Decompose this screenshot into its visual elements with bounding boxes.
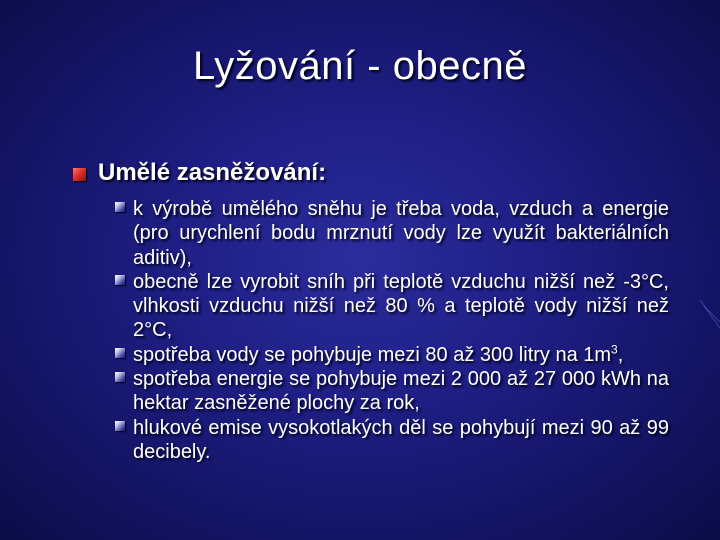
- list-item: [133, 197, 669, 270]
- level1-heading: Umělé zasněžování:: [98, 159, 327, 186]
- bullet-icon: [115, 372, 125, 382]
- bullet-icon: [115, 421, 125, 431]
- superscript: 3: [611, 342, 618, 357]
- list-item: [133, 416, 669, 465]
- level1-bullet-icon: [73, 168, 86, 181]
- list-item-text-end: ,: [617, 343, 624, 366]
- list-item-text: spotřeba vody se pohybuje mezi 80 až 300 litry na 1m: [133, 343, 612, 366]
- bullet-icon: [115, 348, 125, 358]
- list-item: [133, 367, 669, 416]
- list-item-text: k výrobě umělého sněhu je třeba voda, vzduch a energie (pro urychlení bodu mrznutí vody lze využít bakteriálních aditiv),: [133, 198, 669, 269]
- bullet-icon: [115, 202, 125, 212]
- list-item-text: spotřeba energie se pohybuje mezi 2 000 až 27 000 kWh na hektar zasněžené plochy za rok,: [133, 368, 669, 415]
- list-item: [133, 270, 669, 343]
- bullet-icon: [115, 275, 125, 285]
- slide-title: Lyžování - obecně: [193, 44, 527, 88]
- bullet-list: [133, 197, 669, 464]
- list-item: [133, 343, 669, 367]
- list-item-text: hlukové emise vysokotlakých děl se pohybují mezi 90 až 99 decibely.: [133, 416, 669, 463]
- list-item-text: obecně lze vyrobit sníh při teplotě vzduchu nižší než -3°C, vlhkosti vzduchu nižší než 80 % a teplotě vody nižší než 2°C,: [133, 270, 669, 342]
